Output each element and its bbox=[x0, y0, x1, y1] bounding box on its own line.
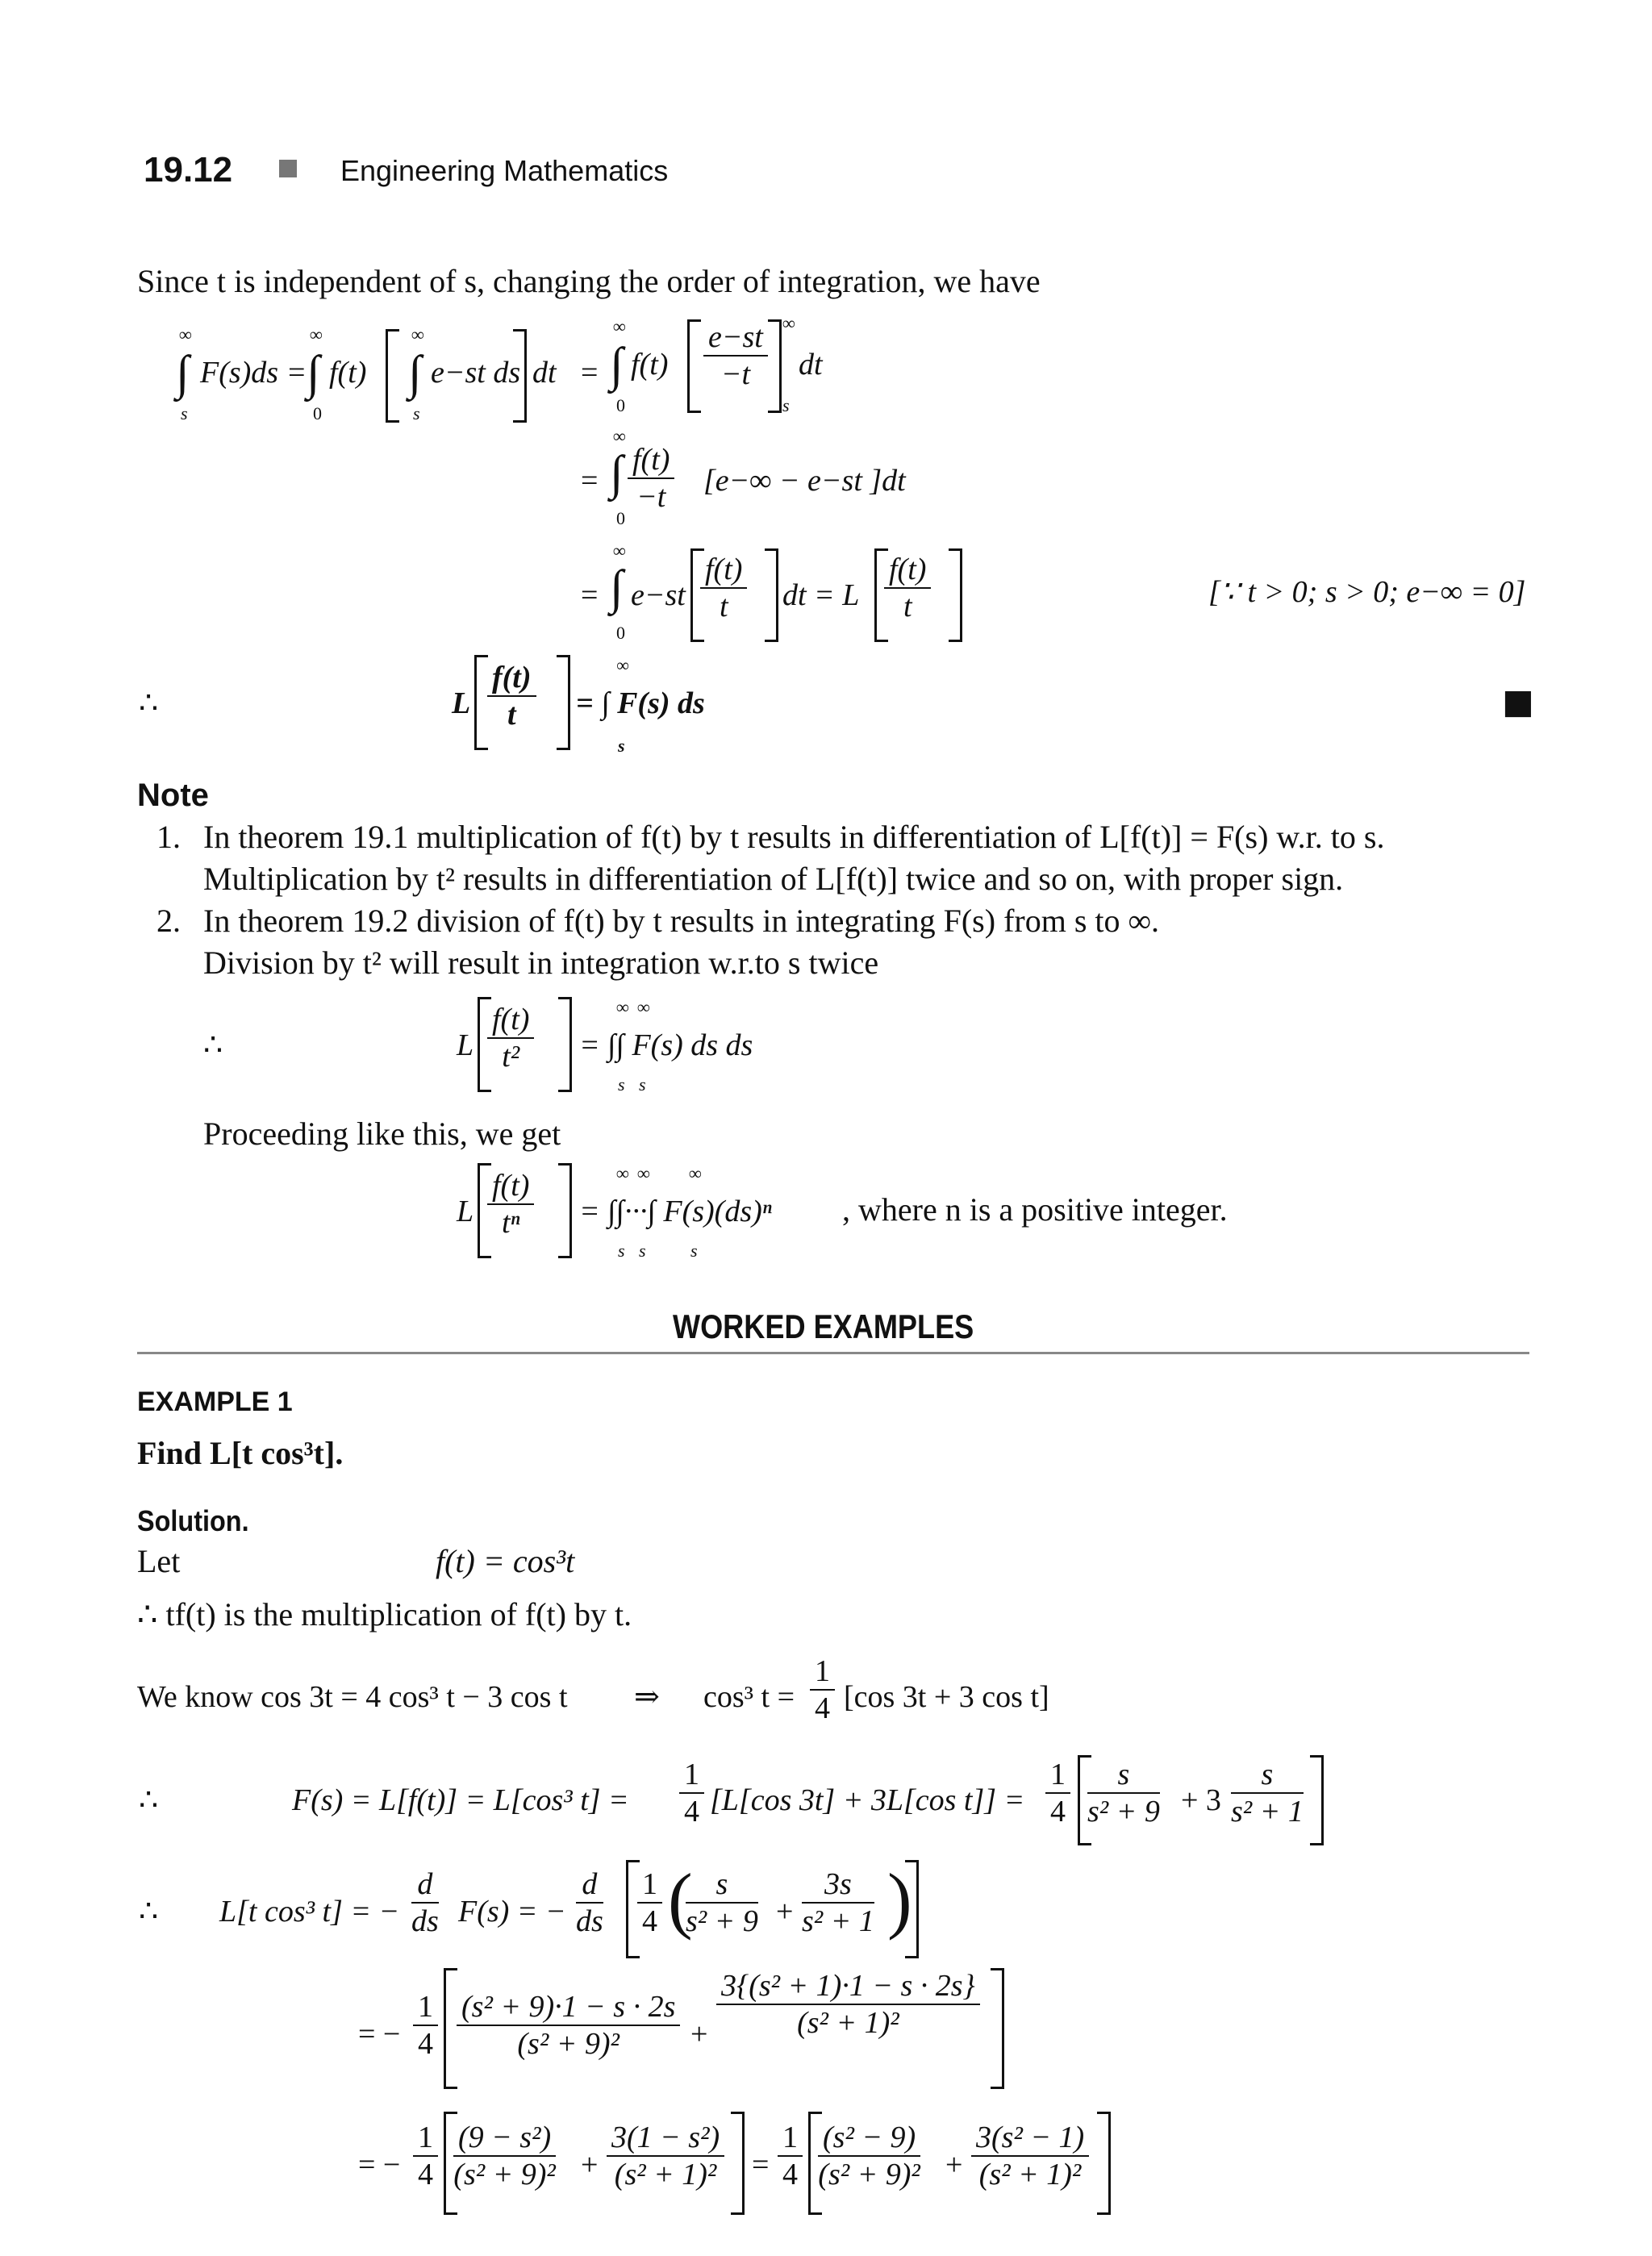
frac-num: s bbox=[1231, 1757, 1304, 1794]
d2-plus2: + bbox=[945, 2148, 963, 2182]
fs-plus3: + 3 bbox=[1181, 1783, 1221, 1817]
limit-lower: 0 bbox=[616, 508, 625, 528]
l-fs: F(s) = − bbox=[458, 1895, 566, 1929]
integral-sign: ∫ bbox=[610, 338, 624, 391]
limit-upper: ∞ bbox=[613, 316, 626, 336]
bracket-right bbox=[991, 1968, 1004, 2089]
limit-lower: s bbox=[690, 1241, 698, 1261]
line1-inner: e−st ds bbox=[431, 356, 521, 390]
limit-upper: ∞ bbox=[613, 540, 626, 561]
limit-upper: ∞ bbox=[616, 655, 629, 675]
frac-num: f(t) bbox=[884, 552, 931, 589]
note-item-number: 1. bbox=[156, 819, 181, 855]
solution-label: Solution. bbox=[137, 1504, 249, 1537]
note-item-number: 2. bbox=[156, 903, 181, 939]
fs-line: F(s) = L[f(t)] = L[cos³ t] = bbox=[292, 1783, 629, 1817]
line3-frac bbox=[700, 552, 747, 624]
section-divider bbox=[137, 1352, 1529, 1354]
limit-lower: 0 bbox=[616, 623, 625, 643]
l-b-frac bbox=[802, 1866, 874, 1939]
frac-num: s bbox=[1087, 1757, 1160, 1794]
eq2-tail: , where n is a positive integer. bbox=[842, 1191, 1228, 1228]
bracket-right bbox=[557, 655, 570, 750]
let-equation: f(t) = cos³t bbox=[436, 1543, 575, 1579]
frac-num: f(t) bbox=[487, 1168, 534, 1205]
line1-lhs: F(s)ds = bbox=[200, 356, 307, 390]
limit-upper: ∞ bbox=[616, 997, 629, 1017]
frac-den: t bbox=[719, 590, 728, 623]
therefore-symbol: ∴ bbox=[139, 686, 159, 720]
frac-num: (s² − 9) bbox=[818, 2120, 920, 2157]
limit-upper: ∞ bbox=[689, 1163, 702, 1183]
line1-eq: = bbox=[581, 356, 599, 390]
limit-upper: ∞ bbox=[637, 1163, 650, 1183]
integral-sign: ∫ bbox=[176, 346, 190, 399]
frac-num: f(t) bbox=[628, 442, 674, 479]
l-d2-frac bbox=[576, 1866, 603, 1939]
frac-den: tⁿ bbox=[501, 1206, 520, 1240]
limit-upper: ∞ bbox=[179, 324, 192, 344]
eq2-L: L bbox=[457, 1195, 474, 1228]
frac-num: 1 bbox=[778, 2120, 803, 2157]
limit-lower: s bbox=[618, 736, 625, 756]
note-heading: Note bbox=[137, 778, 209, 813]
l-a-frac bbox=[686, 1866, 758, 1939]
line1-rhs-f: f(t) bbox=[631, 348, 669, 382]
d2-eq2: = bbox=[752, 2148, 770, 2182]
therefore-line: ∴ tf(t) is the multiplication of f(t) by t. bbox=[137, 1596, 632, 1633]
frac-num: e−st bbox=[703, 319, 768, 357]
d2-plus: + bbox=[581, 2148, 599, 2182]
bracket-right bbox=[768, 319, 782, 413]
fs-term1 bbox=[1087, 1757, 1160, 1829]
bracket-left bbox=[444, 1968, 457, 2089]
frac-num: 3{(s² + 1)·1 − s · 2s} bbox=[716, 1968, 980, 2005]
l-plus: + bbox=[776, 1895, 794, 1929]
fs-frac2 bbox=[1045, 1757, 1070, 1829]
frac-den: 4 bbox=[418, 2027, 433, 2061]
eq1-frac bbox=[487, 1002, 534, 1074]
frac-num: s bbox=[686, 1866, 758, 1904]
frac-den: t bbox=[903, 590, 912, 623]
line3-frac2 bbox=[884, 552, 931, 624]
limit-upper: ∞ bbox=[637, 997, 650, 1017]
bracket-right bbox=[1097, 2112, 1111, 2215]
limit-upper: ∞ bbox=[310, 324, 323, 344]
limit-lower: 0 bbox=[616, 395, 625, 415]
d2-d-frac bbox=[971, 2120, 1089, 2192]
problem-statement: Find L[t cos³t]. bbox=[137, 1435, 344, 1471]
frac-den: −t bbox=[720, 357, 751, 391]
line3-eq: = bbox=[581, 578, 599, 612]
intro-text: Since t is independent of s, changing the order of integration, we have bbox=[137, 263, 1041, 299]
d2-b-frac bbox=[607, 2120, 724, 2192]
cos3-rhs: [cos 3t + 3 cos t] bbox=[844, 1680, 1049, 1714]
note-item2-line2: Division by t² will result in integration w.r.to s twice bbox=[203, 945, 879, 981]
eq2-frac bbox=[487, 1168, 534, 1241]
l-lhs: L[t cos³ t] = − bbox=[219, 1895, 400, 1929]
limit-lower: 0 bbox=[313, 403, 322, 423]
line2-eq: = bbox=[581, 464, 599, 498]
frac-num: 3(1 − s²) bbox=[607, 2120, 724, 2157]
frac-num: d bbox=[411, 1866, 439, 1904]
example-label: EXAMPLE 1 bbox=[137, 1387, 293, 1417]
result-frac bbox=[487, 660, 536, 732]
limit-lower: s bbox=[782, 395, 790, 415]
frac-den: t bbox=[507, 698, 516, 732]
paren-left: ( bbox=[668, 1858, 693, 1941]
d2-q2-frac bbox=[778, 2120, 803, 2192]
limit-upper: ∞ bbox=[613, 426, 626, 446]
line2-rest: [e−∞ − e−st ]dt bbox=[703, 464, 906, 498]
frac-den: s² + 1 bbox=[1231, 1795, 1304, 1829]
page-number: 19.12 bbox=[144, 150, 233, 190]
d2-eq: = − bbox=[358, 2148, 401, 2182]
integral-sign: ∫ bbox=[610, 446, 624, 499]
therefore-symbol: ∴ bbox=[203, 1028, 223, 1062]
frac-num: f(t) bbox=[700, 552, 747, 589]
line3-rest: e−st bbox=[631, 578, 686, 612]
line2-frac bbox=[628, 442, 674, 515]
bracket-right bbox=[558, 997, 572, 1092]
line1-dt: dt bbox=[532, 356, 557, 390]
proceeding-text: Proceeding like this, we get bbox=[203, 1115, 561, 1152]
d1-b-frac bbox=[716, 1968, 980, 2041]
frac-num: 3(s² − 1) bbox=[971, 2120, 1089, 2157]
limit-lower: s bbox=[181, 403, 188, 423]
frac-den: (s² + 1)² bbox=[978, 2158, 1082, 2191]
limit-lower: s bbox=[639, 1074, 646, 1095]
frac-den: 4 bbox=[642, 1904, 657, 1938]
frac-num: (9 − s²) bbox=[453, 2120, 556, 2157]
line1-mid: f(t) bbox=[329, 356, 367, 390]
limit-lower: s bbox=[639, 1241, 646, 1261]
therefore-symbol: ∴ bbox=[139, 1783, 159, 1817]
frac-den: (s² + 9)² bbox=[453, 2158, 556, 2191]
eq2-rhs: = ∫∫···∫ F(s)(ds)ⁿ bbox=[579, 1195, 772, 1228]
frac-den: 4 bbox=[418, 2158, 433, 2191]
result-L: L bbox=[452, 686, 471, 720]
frac-num: 1 bbox=[679, 1757, 704, 1794]
frac-den: (s² + 9)² bbox=[517, 2027, 620, 2061]
d2-a-frac bbox=[453, 2120, 556, 2192]
limit-upper: ∞ bbox=[616, 1163, 629, 1183]
bracket-right bbox=[558, 1163, 572, 1258]
d1-a-frac bbox=[457, 1989, 680, 2062]
limit-upper: ∞ bbox=[411, 324, 424, 344]
let-text: Let bbox=[137, 1543, 181, 1579]
integral-sign: ∫ bbox=[307, 346, 320, 399]
frac-num: 3s bbox=[802, 1866, 874, 1904]
frac-num: 1 bbox=[1045, 1757, 1070, 1794]
line3-dt: dt = L bbox=[782, 578, 860, 612]
d1-plus: + bbox=[690, 2017, 708, 2051]
frac-num: 1 bbox=[413, 2120, 438, 2157]
result-rhs: = ∫ F(s) ds bbox=[576, 686, 705, 720]
frac-den: (s² + 9)² bbox=[818, 2158, 920, 2191]
worked-examples-heading: WORKED EXAMPLES bbox=[673, 1307, 974, 1345]
frac-num: f(t) bbox=[487, 1002, 534, 1039]
integral-sign: ∫ bbox=[408, 346, 422, 399]
frac-num: 1 bbox=[413, 1989, 438, 2026]
d2-c-frac bbox=[818, 2120, 920, 2192]
limit-upper: ∞ bbox=[782, 313, 795, 333]
bracket-right bbox=[731, 2112, 745, 2215]
note-item1-line1: In theorem 19.1 multiplication of f(t) by t results in differentiation of L[f(t)] = F(s) w.r. to s. bbox=[203, 819, 1385, 855]
book-title: Engineering Mathematics bbox=[340, 154, 669, 187]
frac-den: s² + 9 bbox=[1087, 1795, 1160, 1829]
fs-term2 bbox=[1231, 1757, 1304, 1829]
implies-symbol: ⇒ bbox=[634, 1680, 660, 1714]
bracket-right bbox=[765, 548, 778, 642]
l-q-frac bbox=[637, 1866, 662, 1939]
frac-den: ds bbox=[411, 1904, 439, 1938]
integral-sign: ∫ bbox=[610, 561, 624, 614]
limit-lower: s bbox=[413, 403, 420, 423]
bracket-left bbox=[386, 329, 399, 423]
frac-den: s² + 9 bbox=[686, 1904, 758, 1938]
limit-lower: s bbox=[618, 1074, 625, 1095]
d2-q-frac bbox=[413, 2120, 438, 2192]
d1-eq: = − bbox=[358, 2017, 401, 2051]
eq1-L: L bbox=[457, 1028, 474, 1062]
frac-num: f(t) bbox=[487, 660, 536, 697]
d1-q-frac bbox=[413, 1989, 438, 2062]
frac-den: 4 bbox=[782, 2158, 798, 2191]
fs-mid: [L[cos 3t] + 3L[cos t]] = bbox=[710, 1783, 1025, 1817]
limit-lower: s bbox=[618, 1241, 625, 1261]
eq1-rhs: = ∫∫ F(s) ds ds bbox=[579, 1028, 753, 1062]
paren-right: ) bbox=[887, 1858, 912, 1941]
frac-den: ds bbox=[576, 1904, 603, 1938]
end-mark: ■ bbox=[1502, 682, 1534, 721]
cos3-frac bbox=[810, 1653, 835, 1726]
frac-den: (s² + 1)² bbox=[797, 2006, 899, 2040]
bracket-left bbox=[474, 655, 488, 750]
fs-frac bbox=[679, 1757, 704, 1829]
we-know-text: We know cos 3t = 4 cos³ t − 3 cos t bbox=[137, 1680, 568, 1714]
frac-num: (s² + 9)·1 − s · 2s bbox=[457, 1989, 680, 2026]
line1-rhs-dt: dt bbox=[799, 348, 823, 382]
frac-den: s² + 1 bbox=[802, 1904, 874, 1938]
therefore-symbol: ∴ bbox=[139, 1895, 159, 1929]
bracket-right bbox=[513, 329, 527, 423]
frac-den: 4 bbox=[815, 1691, 830, 1725]
note-item2-line1: In theorem 19.2 division of f(t) by t results in integrating F(s) from s to ∞. bbox=[203, 903, 1160, 939]
bracket-right bbox=[949, 548, 962, 642]
frac-num: d bbox=[576, 1866, 603, 1904]
bracket-left bbox=[687, 319, 701, 413]
header-square-icon bbox=[279, 160, 297, 177]
frac-den: 4 bbox=[684, 1795, 699, 1829]
l-d-frac bbox=[411, 1866, 439, 1939]
frac-den: −t bbox=[636, 480, 666, 514]
bracket-right bbox=[1310, 1755, 1324, 1845]
note-item1-line2: Multiplication by t² results in differentiation of L[f(t)] twice and so on, with proper sign. bbox=[203, 861, 1344, 897]
frac-den: (s² + 1)² bbox=[614, 2158, 717, 2191]
frac-den: t² bbox=[502, 1040, 520, 1074]
bracket-right bbox=[905, 1860, 919, 1958]
frac-den: 4 bbox=[1050, 1795, 1066, 1829]
line1-rhs-frac bbox=[703, 319, 768, 392]
frac-num: 1 bbox=[637, 1866, 662, 1904]
line3-condition: [∵ t > 0; s > 0; e−∞ = 0] bbox=[1208, 575, 1526, 609]
cos3-lhs: cos³ t = bbox=[703, 1680, 795, 1714]
frac-num: 1 bbox=[810, 1653, 835, 1691]
